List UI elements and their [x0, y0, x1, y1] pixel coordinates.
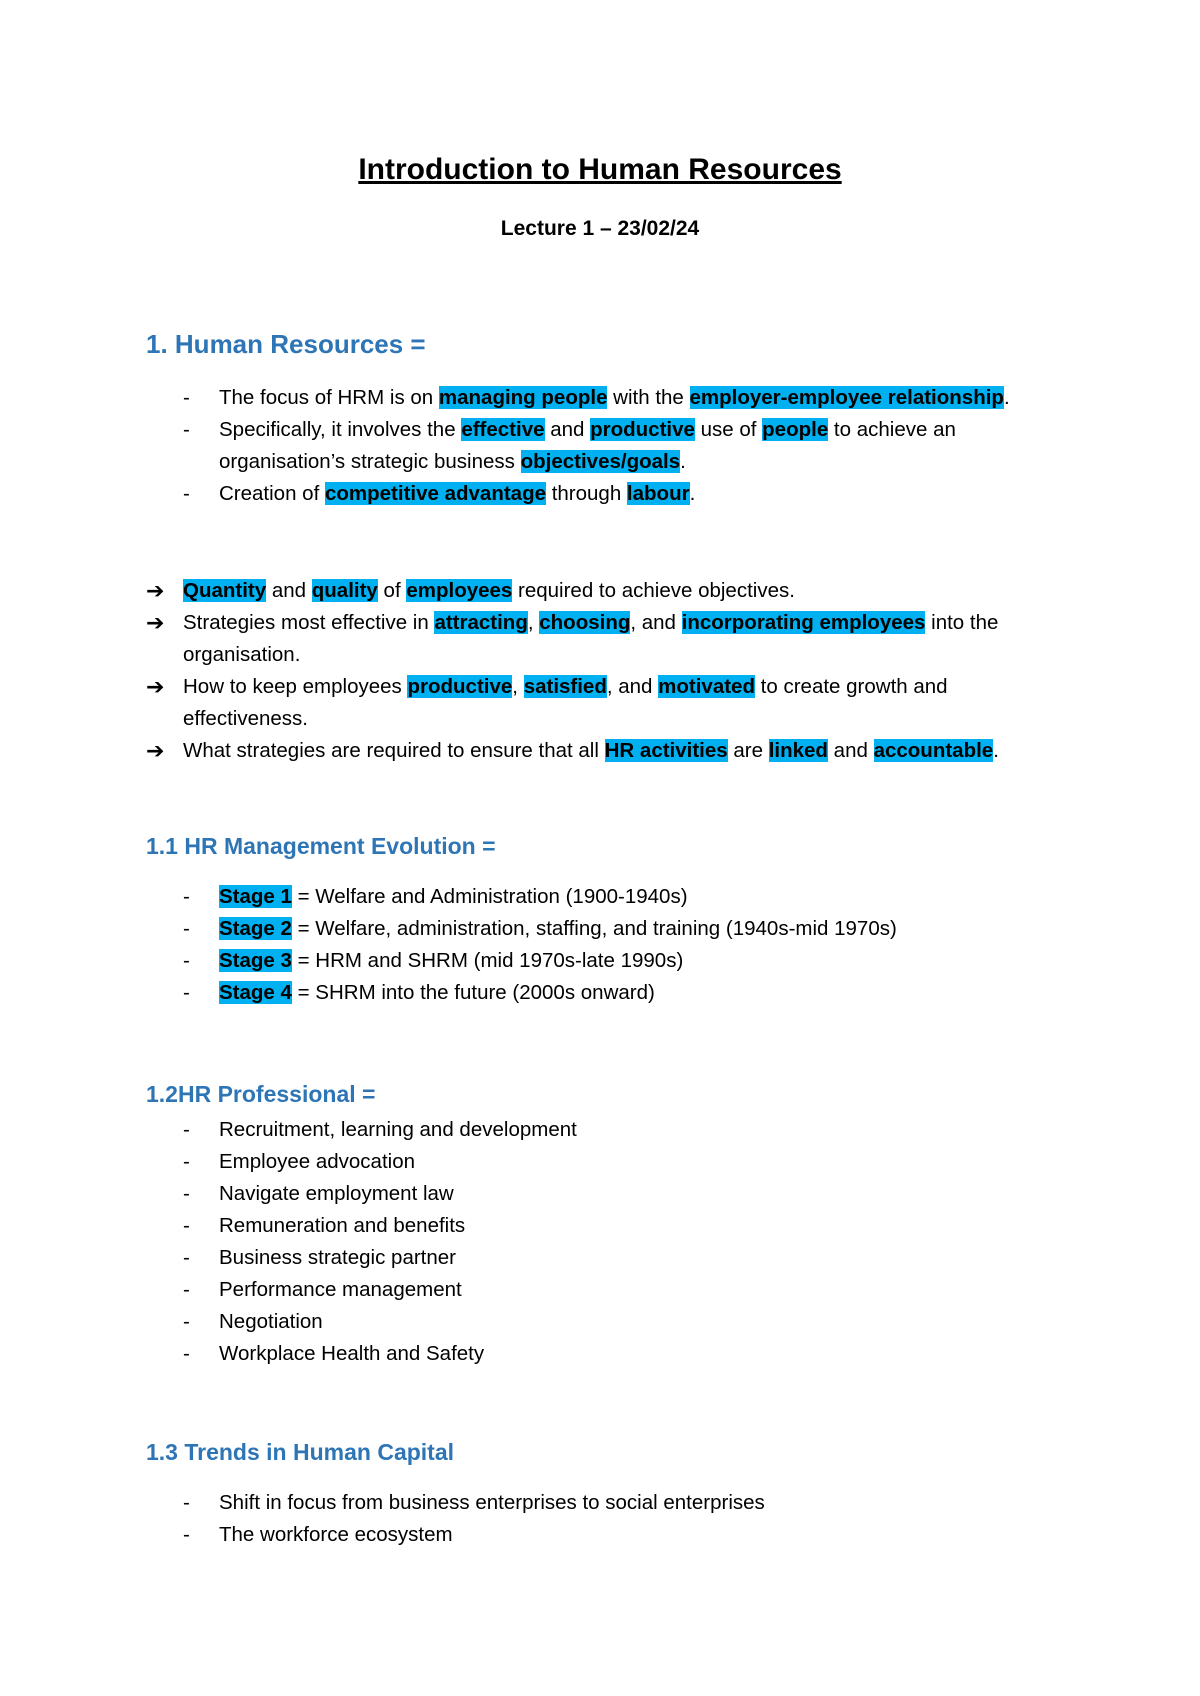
list-item — [146, 913, 1076, 945]
highlighted-term: motivated — [658, 675, 755, 698]
text-run: use of — [694, 418, 763, 441]
list-item — [146, 1519, 1076, 1551]
text-run: Strategies most effective in — [183, 611, 435, 634]
document-title: Introduction to Human Resources — [358, 153, 842, 186]
dash-bullet: - — [183, 418, 190, 441]
text-run: = Welfare and Administration (1900-1940s) — [291, 885, 688, 908]
dash-bullet: - — [183, 1246, 190, 1269]
text-run: = SHRM into the future (2000s onward) — [291, 981, 655, 1004]
list-item — [146, 478, 1076, 510]
dash-bullet: - — [183, 949, 190, 972]
list-item — [146, 1487, 1076, 1519]
text-run: and — [266, 579, 312, 602]
text-run: through — [546, 482, 627, 505]
text-run: Business strategic partner — [219, 1246, 457, 1269]
dash-bullet: - — [183, 885, 190, 908]
list-item — [146, 735, 1076, 767]
text-run: Employee advocation — [219, 1150, 416, 1173]
text-run: . — [689, 482, 696, 505]
highlighted-term: Stage 2 — [219, 917, 292, 940]
dash-bullet: - — [183, 1214, 190, 1237]
list-item — [146, 382, 1076, 414]
human-capital-trends-list — [146, 1487, 1076, 1551]
dash-bullet: - — [183, 1342, 190, 1365]
text-run: = HRM and SHRM (mid 1970s-late 1990s) — [291, 949, 684, 972]
text-run: Negotiation — [219, 1310, 323, 1333]
dash-bullet: - — [183, 1118, 190, 1141]
dash-bullet: - — [183, 1310, 190, 1333]
text-run: Workplace Health and Safety — [219, 1342, 485, 1365]
highlighted-term: Stage 4 — [219, 981, 292, 1004]
dash-bullet: - — [183, 981, 190, 1004]
section-heading-human-resources: 1. Human Resources = — [146, 329, 426, 359]
text-run: What strategies are required to ensure that all — [183, 739, 605, 762]
highlighted-term: linked — [768, 739, 828, 762]
text-run: of — [377, 579, 407, 602]
highlighted-term: satisfied — [523, 675, 607, 698]
list-item — [146, 1306, 1076, 1338]
list-item — [146, 1178, 1076, 1210]
text-run: , — [512, 675, 524, 698]
text-run: , and — [606, 675, 659, 698]
text-run: Specifically, it involves the — [219, 418, 462, 441]
list-item — [146, 1146, 1076, 1178]
list-item — [146, 1210, 1076, 1242]
text-run: into the organisation. — [183, 611, 999, 666]
dash-bullet: - — [183, 482, 190, 505]
highlighted-term: Stage 3 — [219, 949, 292, 972]
text-run: The workforce ecosystem — [219, 1523, 453, 1546]
text-run: . — [1003, 386, 1010, 409]
text-run: Remuneration and benefits — [219, 1214, 466, 1237]
arrow-bullet-icon: ➔ — [146, 578, 165, 603]
highlighted-term: HR activities — [604, 739, 728, 762]
text-run: , and — [630, 611, 682, 634]
human-resources-bullet-list — [146, 382, 1076, 510]
text-run: Navigate employment law — [219, 1182, 454, 1205]
highlighted-term: incorporating employees — [681, 611, 926, 634]
text-run: , — [527, 611, 540, 634]
highlighted-term: labour — [626, 482, 690, 505]
highlighted-term: Stage 1 — [219, 885, 292, 908]
text-run: The focus of HRM is on — [219, 386, 439, 409]
text-run: = Welfare, administration, staffing, and training (1940s-mid 1970s) — [291, 917, 897, 940]
list-item — [146, 1242, 1076, 1274]
text-run: Performance management — [219, 1278, 462, 1301]
dash-bullet: - — [183, 1182, 190, 1205]
highlighted-term: accountable — [873, 739, 994, 762]
highlighted-term: competitive advantage — [324, 482, 546, 505]
hr-professional-list — [146, 1114, 1076, 1370]
highlighted-term: objectives/goals — [520, 450, 681, 473]
list-item — [146, 881, 1076, 913]
dash-bullet: - — [183, 386, 190, 409]
list-item — [146, 1114, 1076, 1146]
section-heading-human-capital-trends: 1.3 Trends in Human Capital — [146, 1439, 455, 1465]
highlighted-term: employer-employee relationship — [689, 386, 1004, 409]
section-heading-hr-evolution: 1.1 HR Management Evolution = — [146, 833, 496, 859]
list-item — [146, 945, 1076, 977]
list-item — [146, 575, 1076, 607]
dash-bullet: - — [183, 1150, 190, 1173]
highlighted-term: employees — [406, 579, 513, 602]
list-item — [146, 607, 1076, 671]
lecture-subtitle: Lecture 1 – 23/02/24 — [500, 217, 700, 240]
arrow-bullet-icon: ➔ — [146, 738, 165, 763]
hr-evolution-stage-list — [146, 881, 1076, 1009]
text-run: with the — [607, 386, 690, 409]
list-item — [146, 1338, 1076, 1370]
dash-bullet: - — [183, 1523, 190, 1546]
human-resources-arrow-list — [146, 575, 1076, 767]
text-run: Creation of — [219, 482, 325, 505]
text-run: and — [544, 418, 591, 441]
arrow-bullet-icon: ➔ — [146, 610, 165, 635]
text-run: to achieve an organisation’s strategic business — [219, 418, 956, 473]
highlighted-term: Quantity — [183, 579, 267, 602]
list-item — [146, 671, 1076, 735]
text-run: . — [993, 739, 999, 762]
section-heading-hr-professional: 1.2HR Professional = — [146, 1081, 376, 1107]
highlighted-term: productive — [590, 418, 695, 441]
highlighted-term: effective — [461, 418, 545, 441]
text-run: Shift in focus from business enterprises to social enterprises — [219, 1491, 765, 1514]
dash-bullet: - — [183, 1278, 190, 1301]
text-run: . — [680, 450, 686, 473]
text-run: to create growth and effectiveness. — [183, 675, 948, 730]
arrow-bullet-icon: ➔ — [146, 674, 165, 699]
text-run: are — [727, 739, 769, 762]
list-item — [146, 414, 1076, 478]
text-run: Recruitment, learning and development — [219, 1118, 577, 1141]
highlighted-term: attracting — [434, 611, 528, 634]
highlighted-term: choosing — [539, 611, 631, 634]
list-item — [146, 977, 1076, 1009]
highlighted-term: managing people — [438, 386, 608, 409]
highlighted-term: productive — [407, 675, 513, 698]
highlighted-term: quality — [311, 579, 378, 602]
text-run: How to keep employees — [183, 675, 408, 698]
text-run: required to achieve objectives. — [512, 579, 795, 602]
highlighted-term: people — [762, 418, 829, 441]
list-item — [146, 1274, 1076, 1306]
text-run: and — [827, 739, 874, 762]
dash-bullet: - — [183, 917, 190, 940]
dash-bullet: - — [183, 1491, 190, 1514]
